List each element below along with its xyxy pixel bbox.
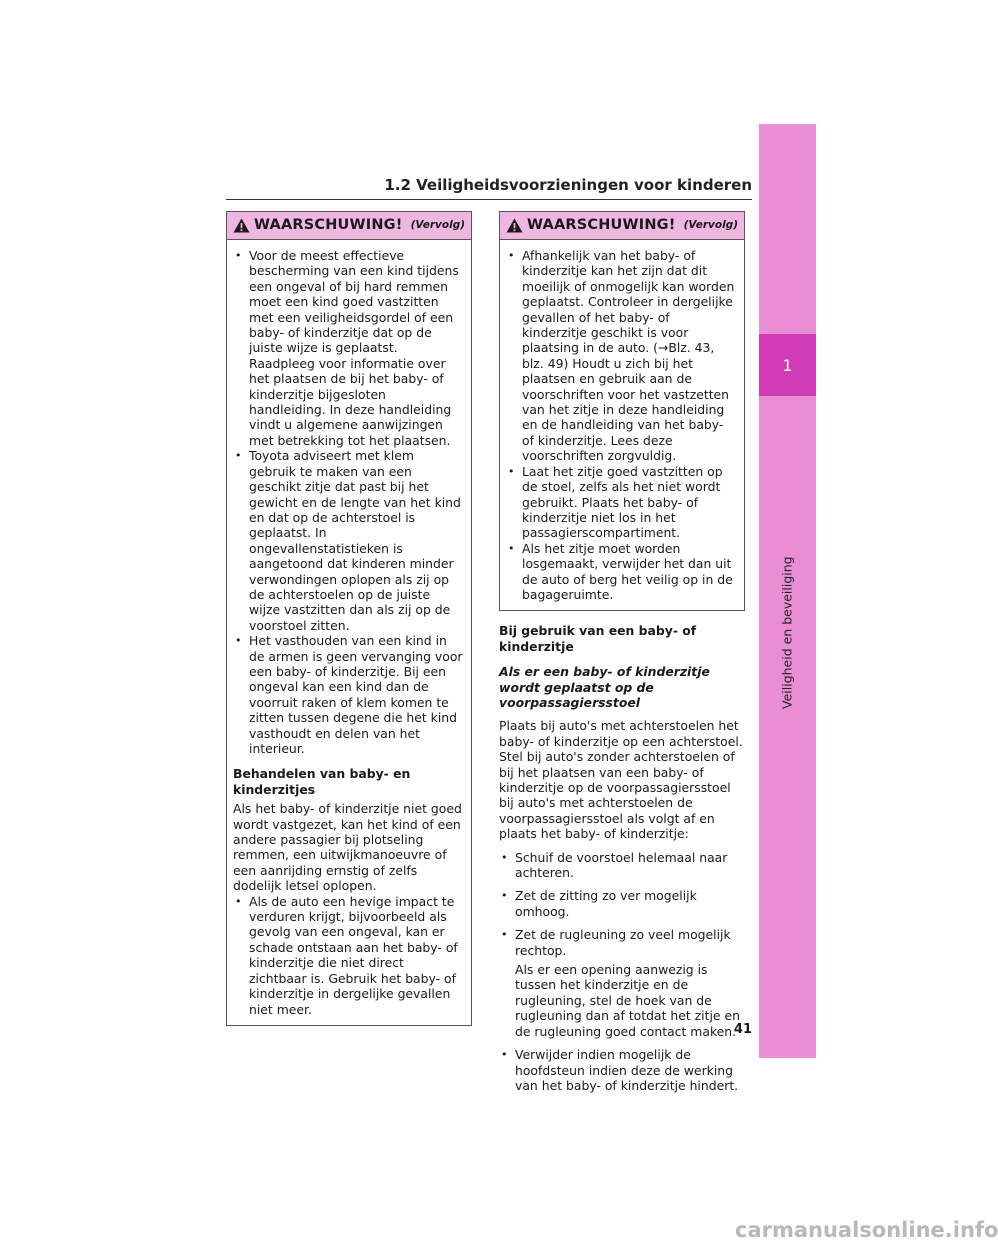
step-note: Als er een opening aanwezig is tussen het kinderzitje en de rugleuning, stel de hoek van de rugleuning dan af totdat het zitje en de rugleuning goed contact maken. bbox=[515, 962, 740, 1039]
section-title: Bij gebruik van een baby- of kinderzitje bbox=[499, 623, 697, 654]
warning-title: WAARSCHUWING! bbox=[526, 216, 676, 233]
warning-icon bbox=[506, 218, 523, 233]
step-item: • Verwijder indien mogelijk de hoofdsteun indien deze de werking van het baby- of kinderzitje hindert. bbox=[499, 1047, 745, 1093]
warning-bullet: • Laat het zitje goed vastzitten op de stoel, zelfs als het niet wordt gebruikt. Plaats het baby- of kinderzitje niet los in het passagierscompartiment. bbox=[506, 464, 736, 541]
right-column bbox=[499, 211, 745, 1093]
warning-box-right bbox=[499, 211, 745, 611]
warning-bullet: • Het vasthouden van een kind in de armen is geen vervanging voor een baby- of kinderzitje. Bij een ongeval kan een kind dan de voorruit raken of klem komen te zitten tussen degene die het kind vasthoudt en delen van het interieur. bbox=[233, 633, 463, 756]
warning-header bbox=[227, 212, 471, 240]
chapter-sidebar bbox=[759, 124, 816, 1058]
subsection-title: Als er een baby- of kinderzitje wordt geplaatst op de voorpassagiersstoel bbox=[499, 664, 710, 710]
step-item: • Zet de zitting zo ver mogelijk omhoog. bbox=[499, 888, 745, 919]
warning-bullet: • Als het zitje moet worden losgemaakt, verwijder het dan uit de auto of berg het veilig op in de bagageruimte. bbox=[506, 541, 736, 603]
warning-bullet: • Voor de meest effectieve bescherming van een kind tijdens een ongeval of bij hard remmen moet een kind goed vastzitten met een veiligheidsgordel of een baby- of kinderzitje dat op de juiste wijze is geplaatst. Raadpleeg voor informatie over het plaatsen de bij het baby- of kinderzitje bijgesloten handleiding. In deze handleiding vindt u algemene aanwijzingen met betrekking tot het plaatsen. bbox=[233, 248, 463, 448]
warning-bullet: • Afhankelijk van het baby- of kinderzitje kan het zijn dat dit moeilijk of onmogelijk kan worden geplaatst. Controleer in dergelijke gevallen of het baby- of kinderzitje geschikt is voor plaatsing in de auto. (→Blz. 43, blz. 49) Houdt u zich bij het plaatsen en gebruik aan de voorschriften voor het vastzetten van het zitje in deze handleiding en de handleiding van het baby- of kinderzitje. Lees deze voorschriften zorgvuldig. bbox=[506, 248, 736, 464]
chapter-number: 1 bbox=[759, 334, 816, 396]
warning-box-left bbox=[226, 211, 472, 1026]
chapter-label: Veiligheid en beveiliging bbox=[779, 556, 795, 709]
warning-section-title: Behandelen van baby- en kinderzitjes bbox=[233, 766, 411, 797]
warning-header bbox=[500, 212, 744, 240]
warning-section-text: Als het baby- of kinderzitje niet goed wordt vastgezet, kan het kind of een andere passagier bij plotseling remmen, een uitwijkmanoeuvre of een aanrijding ernstig of zelfs dodelijk letsel oplopen. bbox=[233, 801, 462, 894]
step-item: • Zet de rugleuning zo veel mogelijk rechtop. bbox=[499, 927, 745, 958]
step-item: • Schuif de voorstoel helemaal naar achteren. bbox=[499, 850, 745, 881]
section-header: 1.2 Veiligheidsvoorzieningen voor kinderen bbox=[226, 176, 752, 200]
warning-bullet: • Als de auto een hevige impact te verduren krijgt, bijvoorbeeld als gevolg van een ongeval, kan er schade ontstaan aan het baby- of kinderzitje die niet direct zichtbaar is. Gebruik het baby- of kinderzitje in dergelijke gevallen niet meer. bbox=[233, 894, 463, 1017]
warning-icon bbox=[233, 218, 250, 233]
warning-bullet: • Toyota adviseert met klem gebruik te maken van een geschikt zitje dat past bij het gewicht en de lengte van het kind en dat op de achterstoel is geplaatst. In ongevallenstatistieken is aangetoond dat kinderen minder verwondingen oplopen als zij op de achterstoelen op de juiste wijze vastzitten dan als zij op de voorstoel zitten. bbox=[233, 448, 463, 633]
warning-title: WAARSCHUWING! bbox=[253, 216, 403, 233]
intro-text: Plaats bij auto's met achterstoelen het baby- of kinderzitje op een achterstoel. Stel bij auto's zonder achterstoelen of bij het plaatsen van een baby- of kinderzitje op de voorpassagiersstoel bij auto's met achterstoelen de voorpassagiersstoel als volgt af en plaats het baby- of kinderzitje: bbox=[499, 718, 743, 842]
left-column bbox=[226, 211, 472, 1026]
warning-body bbox=[500, 240, 744, 610]
warning-subtitle: (Vervolg) bbox=[683, 218, 739, 231]
watermark: carmanualsonline.info bbox=[735, 1218, 998, 1242]
page-number: 41 bbox=[733, 1022, 752, 1037]
warning-body bbox=[227, 240, 471, 1025]
warning-subtitle: (Vervolg) bbox=[410, 218, 466, 231]
